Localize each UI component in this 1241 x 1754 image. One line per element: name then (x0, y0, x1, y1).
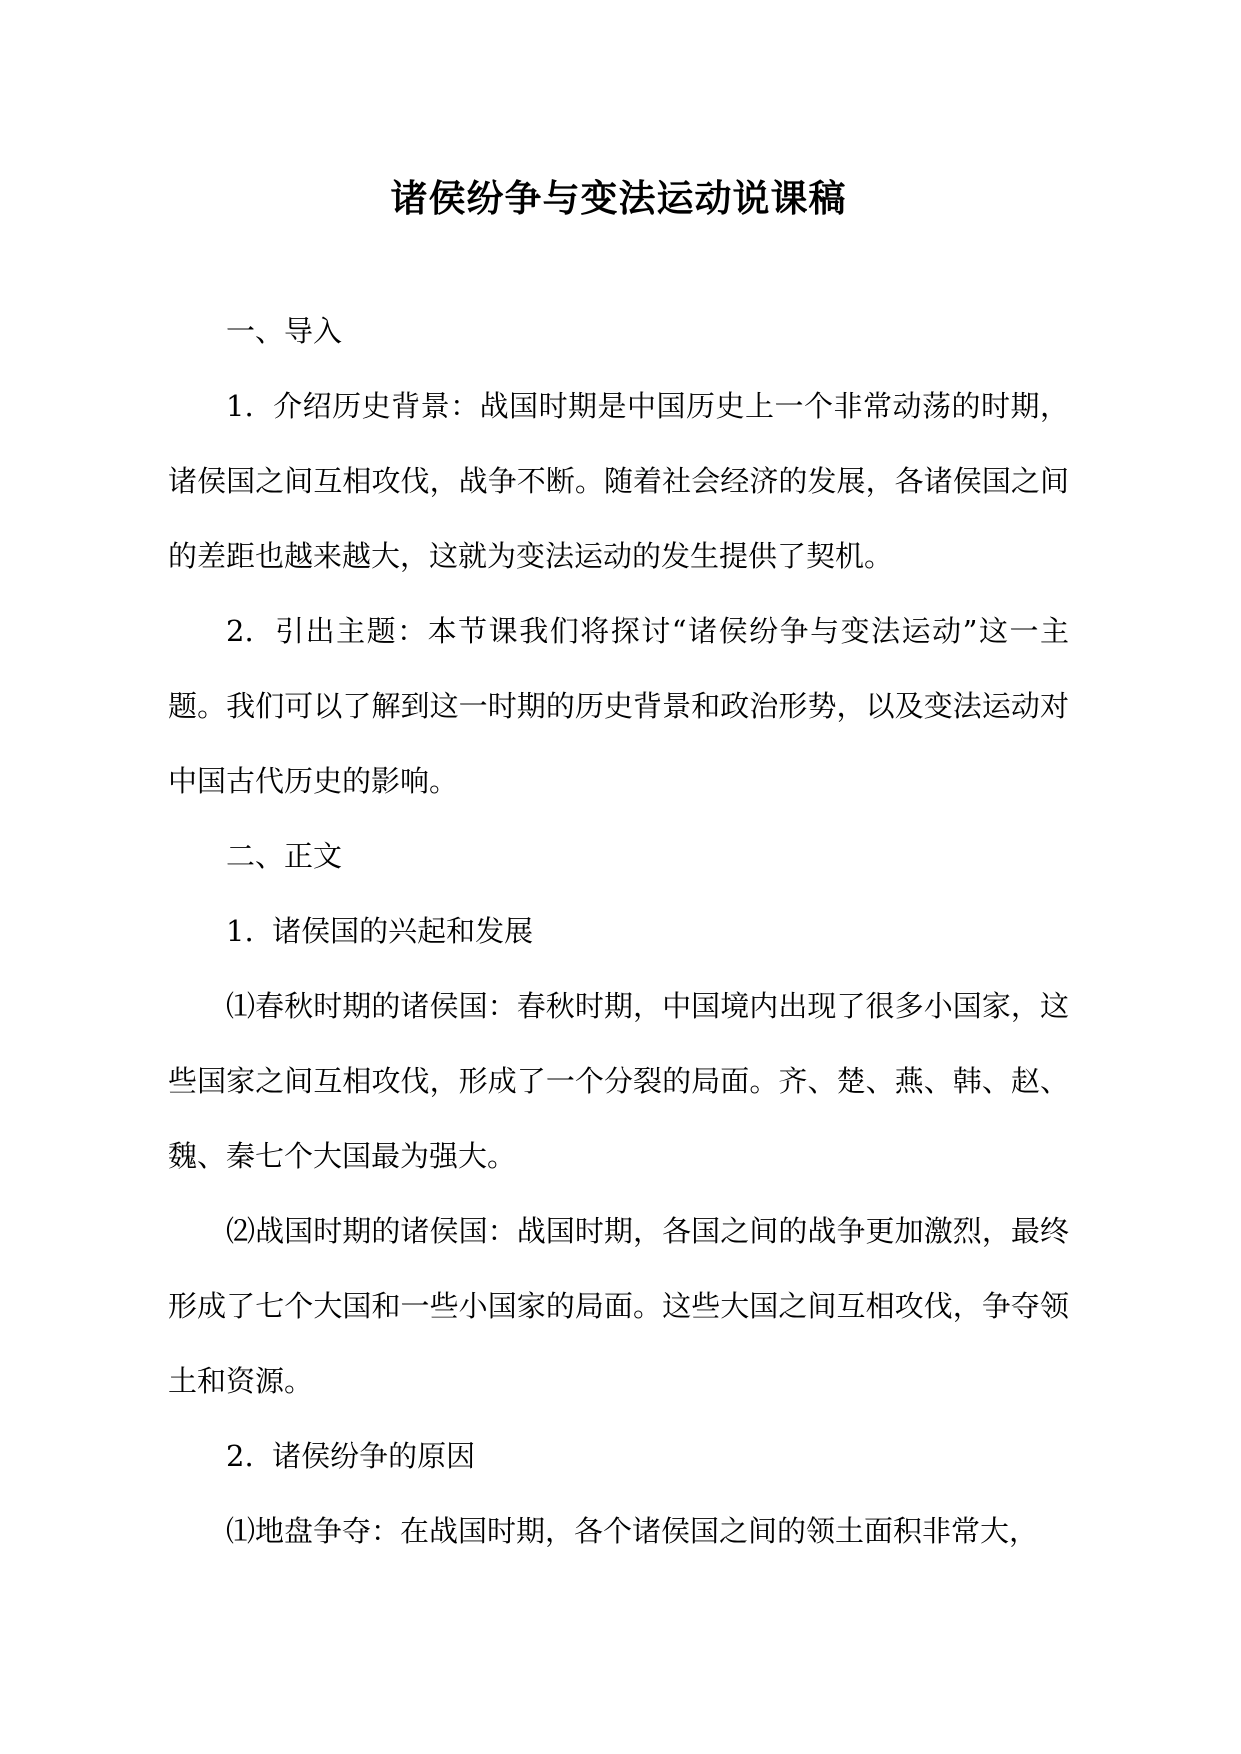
document-title: 诸侯纷争与变法运动说课稿 (390, 176, 847, 220)
paragraph: 1. 诸侯国的兴起和发展 (226, 914, 534, 948)
document-body (168, 294, 1069, 1569)
paragraph: 1. 介绍历史背景：战国时期是中国历史上一个非常动荡的时期，诸侯国之间互相攻伐，战争不断。随着社会经济的发展，各诸侯国之间的差距也越来越大，这就为变法运动的发生提供了契机。 (168, 389, 1069, 573)
paragraph: 2. 诸侯纷争的原因 (226, 1439, 476, 1473)
paragraph: ⑵战国时期的诸侯国：战国时期，各国之间的战争更加激烈，最终形成了七个大国和一些小国家的局面。这些大国之间互相攻伐，争夺领土和资源。 (168, 1214, 1069, 1398)
paragraph: 2. 引出主题：本节课我们将探讨“诸侯纷争与变法运动”这一主题。我们可以了解到这一时期的历史背景和政治形势，以及变法运动对中国古代历史的影响。 (168, 614, 1069, 798)
paragraph: ⑴春秋时期的诸侯国：春秋时期，中国境内出现了很多小国家，这些国家之间互相攻伐，形成了一个分裂的局面。齐、楚、燕、韩、赵、魏、秦七个大国最为强大。 (168, 989, 1069, 1173)
paragraph: ⑴地盘争夺：在战国时期，各个诸侯国之间的领土面积非常大， (226, 1514, 1039, 1548)
paragraph: 二、正文 (226, 839, 343, 873)
paragraph: 一、导入 (226, 314, 343, 348)
